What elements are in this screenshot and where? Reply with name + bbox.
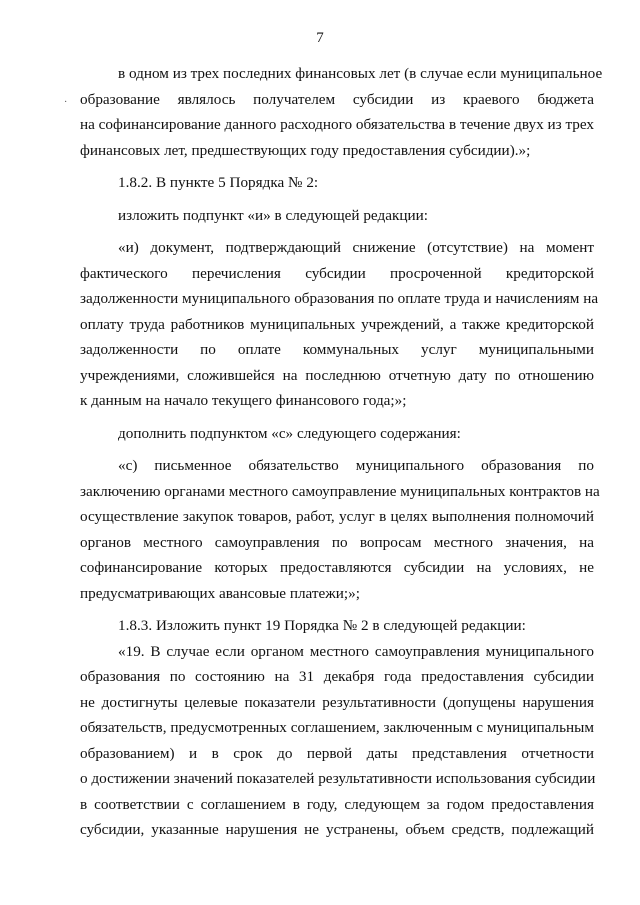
text-line: «и) документ, подтверждающий снижение (отсутствие) на момент	[118, 239, 594, 256]
text-line: 1.8.2. В пункте 5 Порядка № 2:	[118, 174, 319, 191]
text-line: образование являлось получателем субсидии из краевого бюджета	[80, 90, 594, 108]
text-line: образования по состоянию на 31 декабря года предоставления субсидии	[80, 668, 594, 685]
text-line: задолженности по оплате коммунальных услуг муниципальными	[80, 341, 594, 358]
paragraph	[80, 453, 600, 606]
text-line: софинансирование которых предоставляются субсидии на условиях, не	[80, 559, 594, 576]
text-line: учреждениями, сложившейся на последнюю отчетную дату по отношению	[80, 366, 594, 384]
text-line: заключению органами местного самоуправление муниципальных контрактов на	[80, 482, 600, 500]
paragraph	[80, 203, 594, 229]
text-line: оплату труда работников муниципальных учреждений, а также кредиторской	[80, 315, 594, 333]
text-line: фактического перечисления субсидии просроченной кредиторской	[80, 264, 594, 282]
text-line: задолженности муниципального образования по оплате труда и начислениям на	[80, 290, 599, 307]
text-line: обязательств, предусмотренных соглашением, заключенным с муниципальным	[80, 719, 594, 736]
text-line: изложить подпункт «и» в следующей редакции:	[118, 206, 428, 224]
text-line: осуществление закупок товаров, работ, услуг в целях выполнения полномочий	[80, 508, 594, 525]
text-line: дополнить подпунктом «с» следующего содержания:	[118, 424, 461, 442]
margin-mark: ·	[64, 97, 68, 108]
text-line: не достигнуты целевые показатели результативности (допущены нарушения	[80, 693, 594, 711]
text-line: предусматривающих авансовые платежи;»;	[80, 584, 360, 602]
paragraph	[80, 613, 594, 639]
text-line: «с) письменное обязательство муниципального образования по	[118, 457, 594, 474]
paragraph	[80, 421, 594, 447]
text-line: к данным на начало текущего финансового года;»;	[80, 392, 407, 409]
text-line: субсидии, указанные нарушения не устранены, объем средств, подлежащий	[80, 821, 594, 838]
text-line: о достижении значений показателей результативности использования субсидии	[80, 770, 596, 787]
paragraph	[80, 639, 594, 843]
paragraph	[80, 170, 594, 196]
text-line: финансовых лет, предшествующих году предоставления субсидии).»;	[80, 141, 531, 159]
text-line: на софинансирование данного расходного обязательства в течение двух из трех	[80, 116, 594, 133]
paragraph	[80, 235, 599, 414]
text-line: в одном из трех последних финансовых лет (в случае если муниципальное	[118, 65, 603, 82]
text-line: 1.8.3. Изложить пункт 19 Порядка № 2 в следующей редакции:	[118, 617, 526, 634]
document-body	[80, 61, 603, 843]
text-line: образованием) и в срок до первой даты представления отчетности	[80, 744, 594, 762]
paragraph	[80, 61, 603, 163]
page-number: 7	[316, 30, 324, 46]
text-line: «19. В случае если органом местного самоуправления муниципального	[118, 642, 594, 660]
text-line: органов местного самоуправления по вопросам местного значения, на	[80, 533, 594, 551]
text-line: в соответствии с соглашением в году, следующем за годом предоставления	[80, 795, 594, 813]
